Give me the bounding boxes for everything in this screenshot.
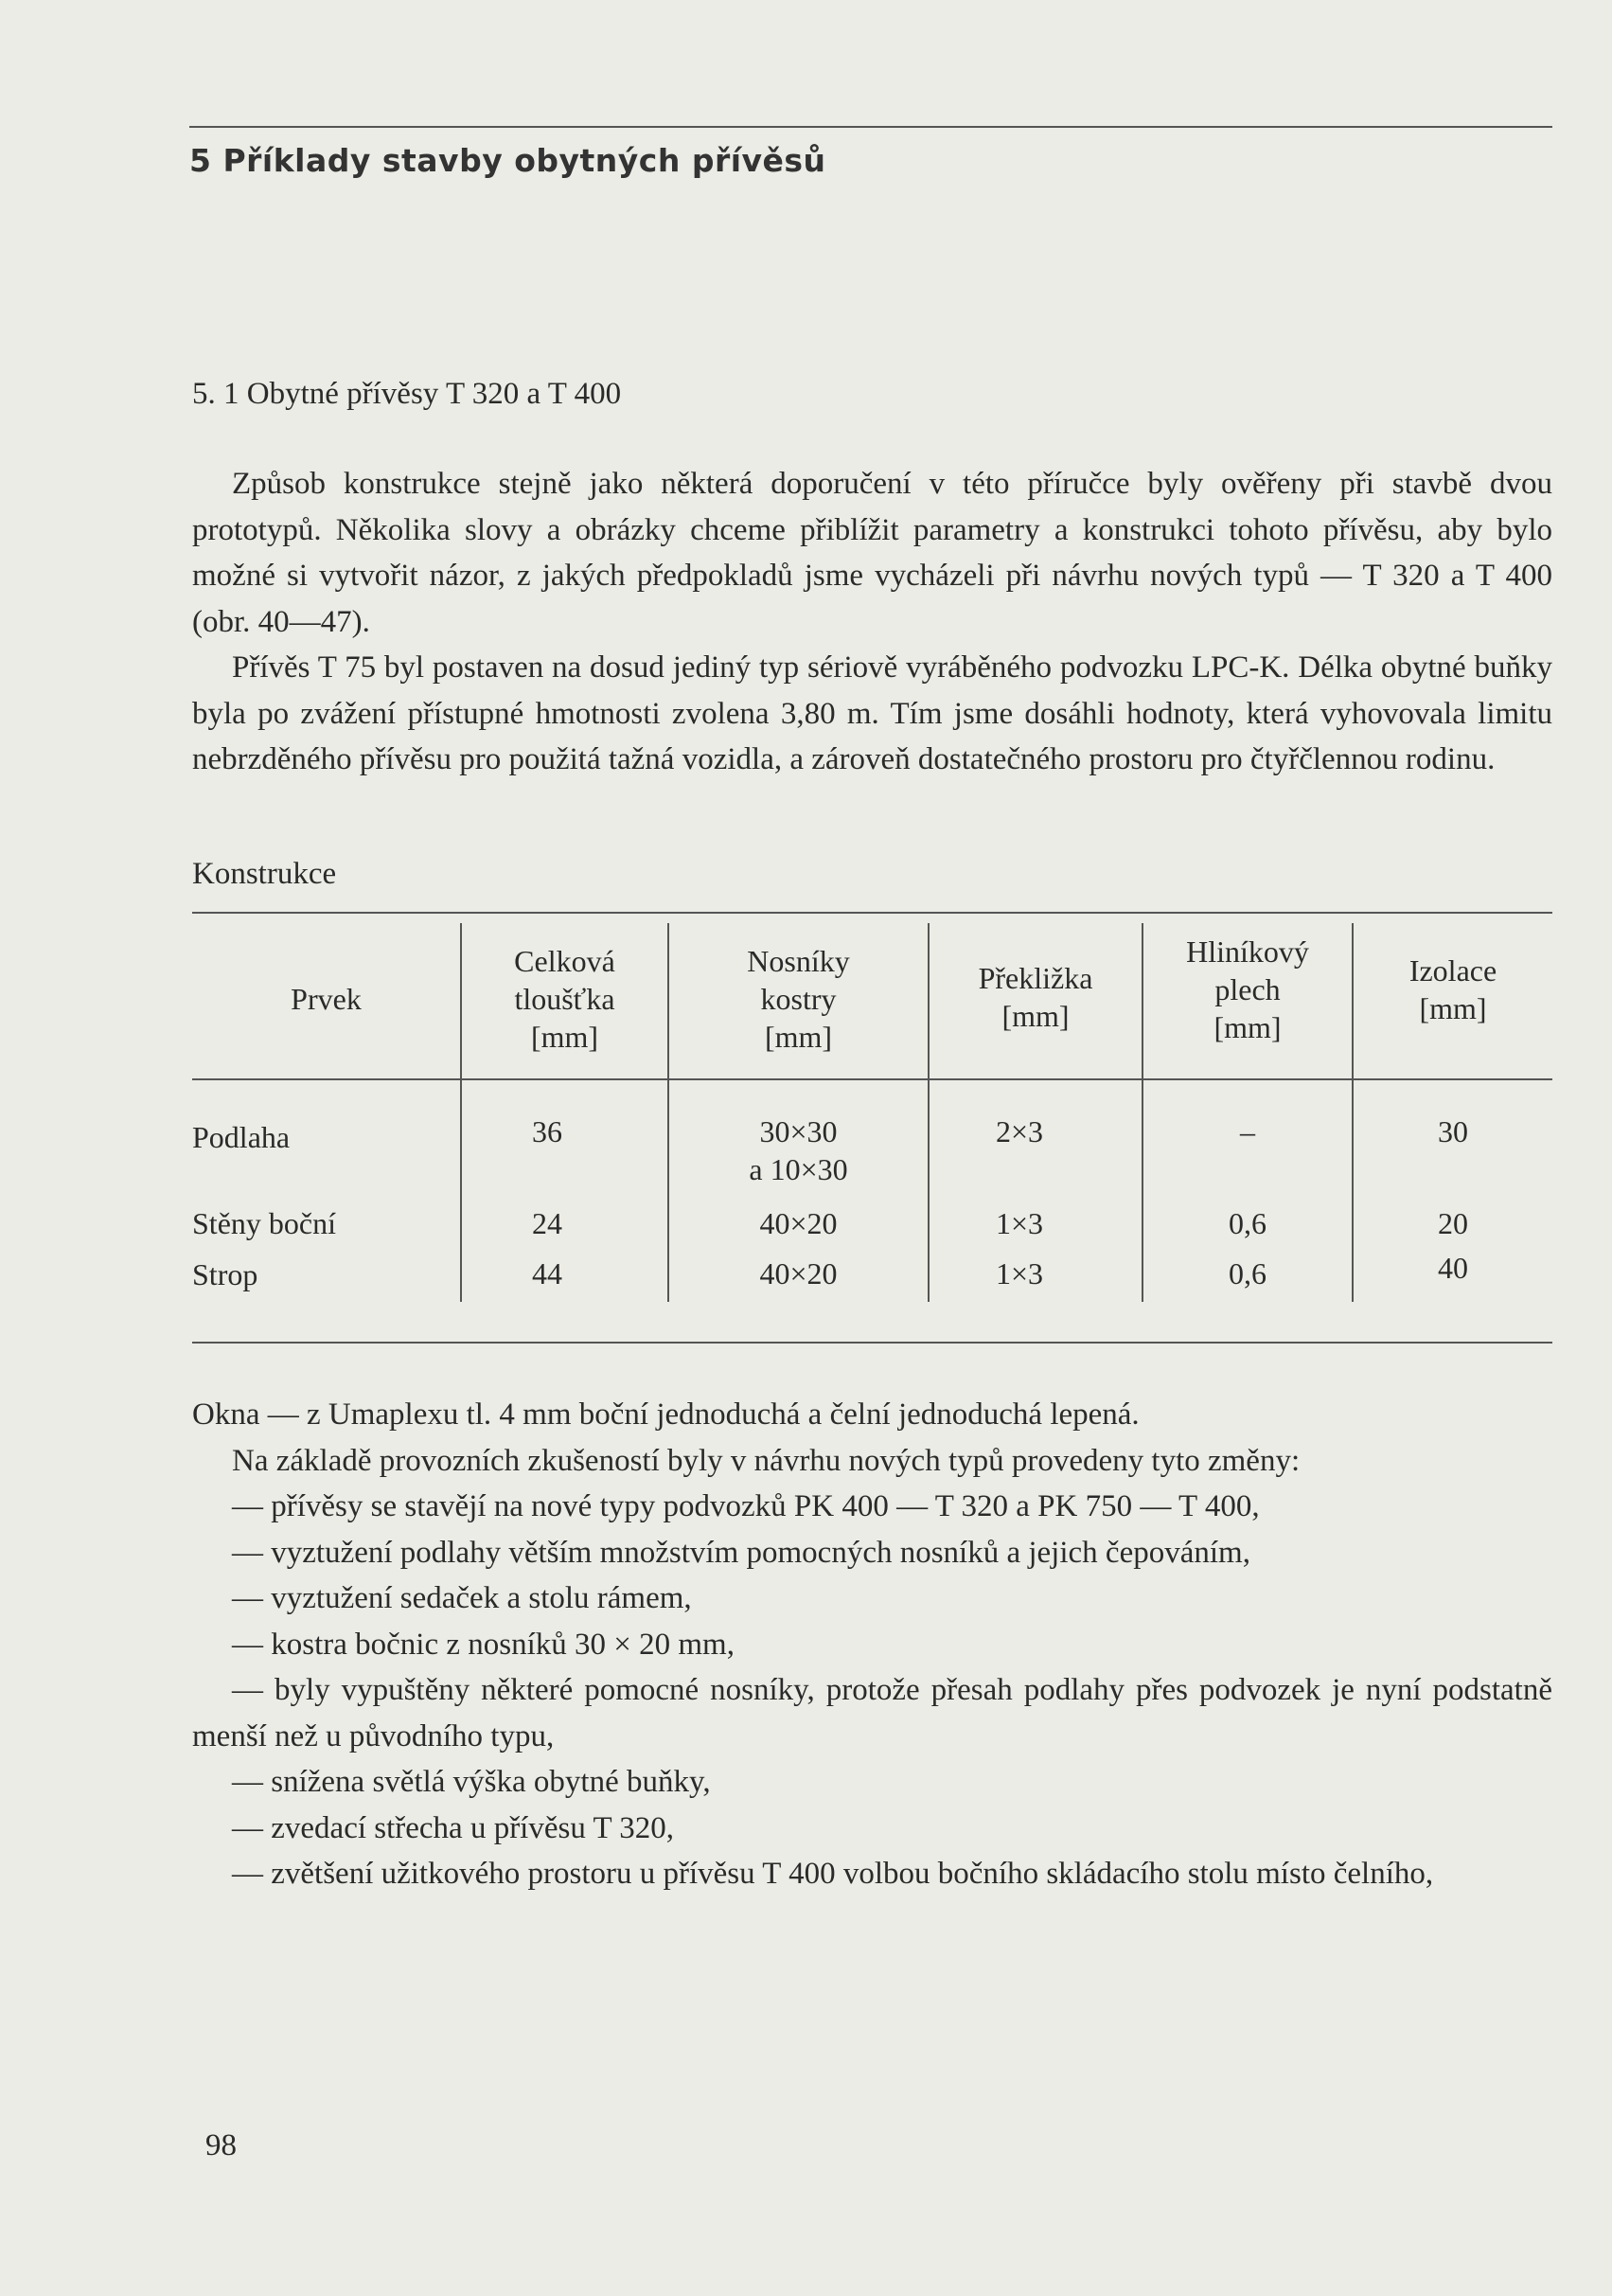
cell-izolace: 30	[1438, 1114, 1468, 1148]
header-celkova	[462, 942, 667, 1056]
row-label: Strop	[192, 1257, 258, 1291]
cell-line: 30×30	[759, 1114, 838, 1148]
cell-hlinik: –	[1240, 1114, 1255, 1148]
changes-intro: Na základě provozních zkušeností byly v návrhu nových typů provedeny tyto změny:	[232, 1443, 1301, 1478]
cell-nosniky: 40×20	[759, 1206, 838, 1240]
cell-preklizka: 1×3	[995, 1256, 1044, 1290]
cell-celkova: 36	[532, 1114, 562, 1148]
header-line: [mm]	[764, 1020, 833, 1054]
paragraph-2: Přívěs T 75 byl postaven na dosud jediný typ sériově vyráběného podvozku LPC-K. Délka obytné buňky byla po zvážení přístupné hmotnosti zvolena 3,80 m. Tím jsme dosáhli hodnoty, která vyhovovala limitu nebrzděného přívěsu pro použitá tažná vozidla, a zároveň dostatečného prostoru pro čtyřčlennou rodinu.	[192, 650, 1552, 776]
intro-text	[192, 461, 1552, 783]
row-label: Stěny boční	[192, 1206, 336, 1240]
cell-izolace: 20	[1438, 1206, 1468, 1240]
table-header-rule	[192, 1078, 1552, 1080]
change-item: — kostra bočnic z nosníků 30 × 20 mm,	[232, 1627, 735, 1662]
cell-preklizka: 2×3	[995, 1114, 1044, 1148]
change-item: — vyztužení podlahy větším množstvím pomocných nosníků a jejich čepováním,	[232, 1535, 1250, 1570]
cell-izolace: 40	[1438, 1251, 1468, 1285]
cell-nosniky: 40×20	[759, 1256, 838, 1290]
change-item: — zvětšení užitkového prostoru u přívěsu T 400 volbou bočního skládacího stolu místo čelního,	[232, 1857, 1434, 1891]
change-item: — přívěsy se stavějí na nové typy podvozků PK 400 — T 320 a PK 750 — T 400,	[232, 1489, 1260, 1523]
row-label: Podlaha	[192, 1120, 291, 1154]
cell-hlinik: 0,6	[1229, 1206, 1267, 1240]
header-line: [mm]	[1213, 1010, 1282, 1044]
cell-preklizka: 1×3	[995, 1206, 1044, 1240]
table-top-rule	[192, 912, 1552, 914]
header-hlinik	[1143, 933, 1352, 1046]
okna-note: Okna — z Umaplexu tl. 4 mm boční jednoduchá a čelní jednoduchá lepená.	[192, 1397, 1140, 1432]
header-line: tloušťka	[514, 982, 615, 1016]
header-line: Nosníky	[747, 944, 850, 978]
header-line: Izolace	[1408, 953, 1497, 988]
paragraph-1: Způsob konstrukce stejně jako některá doporučení v této příručce byly ověřeny při stavbě dvou prototypů. Několika slovy a obrázky chceme přiblížit parametry a konstrukci tohoto přívěsu, aby bylo možné si vytvořit názor, z jakých předpokladů jsme vycházeli při návrhu nových typů — T 320 a T 400 (obr. 40—47).	[192, 467, 1552, 639]
table-bottom-rule	[192, 1342, 1552, 1344]
header-line: [mm]	[1001, 999, 1070, 1033]
header-line: kostry	[760, 982, 837, 1016]
top-rule	[189, 126, 1552, 128]
cell-celkova: 24	[532, 1206, 562, 1240]
cell-nosniky	[669, 1112, 928, 1188]
changes-text	[192, 1392, 1552, 1897]
header-line: [mm]	[1419, 991, 1487, 1025]
change-item: — byly vypuštěny některé pomocné nosníky, protože přesah podlahy přes podvozek je nyní podstatně menší než u původního typu,	[192, 1673, 1552, 1753]
header-prvek: Prvek	[291, 982, 362, 1016]
cell-celkova: 44	[532, 1256, 562, 1290]
cell-line: a 10×30	[749, 1152, 848, 1186]
change-item: — snížena světlá výška obytné buňky,	[232, 1765, 711, 1799]
header-preklizka	[930, 959, 1142, 1035]
page-number: 98	[205, 2128, 237, 2163]
section-title: 5. 1 Obytné přívěsy T 320 a T 400	[192, 377, 622, 411]
change-item: — vyztužení sedaček a stolu rámem,	[232, 1581, 692, 1615]
header-line: plech	[1214, 972, 1281, 1006]
construction-table	[192, 912, 1552, 1344]
chapter-title: 5 Příklady stavby obytných přívěsů	[189, 142, 826, 179]
change-item: — zvedací střecha u přívěsu T 320,	[232, 1810, 675, 1845]
header-line: Hliníkový	[1186, 934, 1309, 969]
cell-hlinik: 0,6	[1229, 1256, 1267, 1290]
header-line: Překližka	[978, 961, 1093, 995]
header-nosniky	[669, 942, 928, 1056]
header-line: Celková	[514, 944, 615, 978]
header-line: [mm]	[530, 1020, 599, 1054]
header-izolace	[1354, 952, 1552, 1027]
table-caption: Konstrukce	[192, 857, 337, 891]
